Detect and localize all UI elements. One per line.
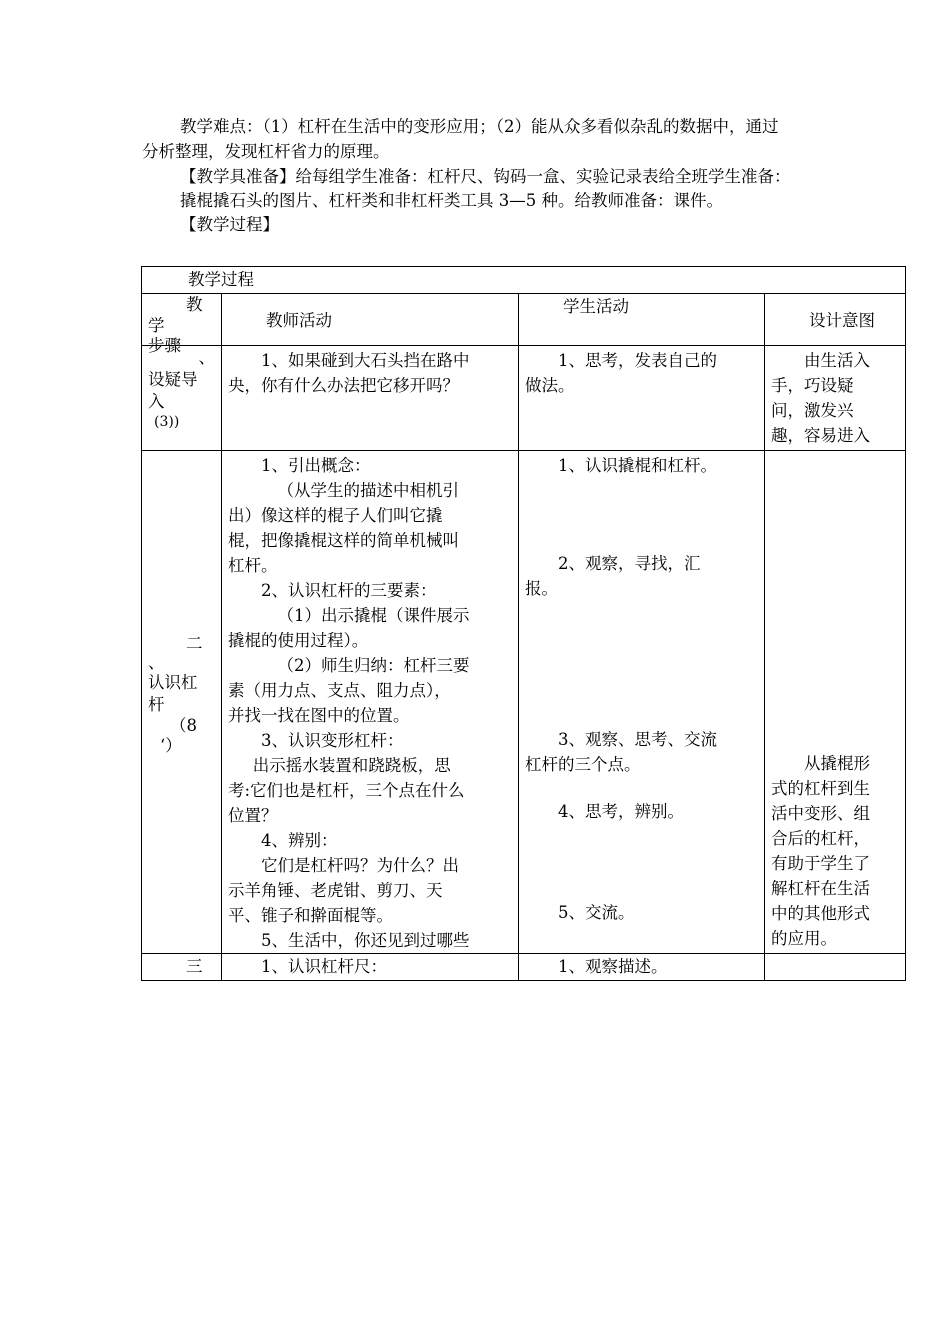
row1-student-line: 1、思考，发表自己的 [558,351,717,370]
difficulty-line-1: 教学难点：（1）杠杆在生活中的变形应用；（2）能从众多看似杂乱的数据中，通过 [180,117,779,136]
process-heading: 【教学过程】 [180,215,279,234]
row2-intent-line: 解杠杆在生活 [771,879,870,898]
row1-step-line: 设疑导 [148,370,198,389]
row2-intent [765,451,906,954]
row2-teacher-line: 考:它们也是杠杆，三个点在什么 [228,781,465,800]
row2-step-line: 杆 [148,695,165,714]
row1-intent-line: 由生活入 [804,351,870,370]
row1-intent-line: 趣，容易进入 [771,426,870,445]
row2-teacher-line: 并找一找在图中的位置。 [228,706,410,725]
row2-student-line: 报。 [525,579,558,598]
row1-step [142,346,222,451]
row2-step-line: （8 [170,716,197,735]
row2-teacher-line: 3、认识变形杠杆： [261,731,404,750]
row2-intent-line: 合后的杠杆， [771,829,870,848]
row2-student-line: 1、认识撬棍和杠杆。 [558,456,717,475]
row3-step-line: 三 [186,957,203,976]
row3-teacher [222,954,519,981]
table-title: 教学过程 [188,270,254,289]
row2-intent-line: 有助于学生了 [771,854,870,873]
row2-intent-line: 的应用。 [771,929,837,948]
table-title-cell [142,267,906,294]
row2-step [142,451,222,954]
row2-intent-line: 中的其他形式 [771,904,870,923]
row1-teacher-line: 央，你有什么办法把它移开吗？ [228,376,459,395]
row2-teacher-line: 杠杆。 [228,556,278,575]
header-teacher-label: 教师活动 [266,311,332,330]
row2-step-line: 认识杠 [148,673,198,692]
prep-line-1: 【教学具准备】给每组学生准备：杠杆尺、钩码一盒、实验记录表给全班学生准备： [180,167,791,186]
row2-teacher-line: （从学生的描述中相机引 [277,481,459,500]
difficulty-line-2: 分析整理，发现杠杆省力的原理。 [142,142,390,161]
row2-teacher-line: 2、认识杠杆的三要素： [261,581,437,600]
row3-step [142,954,222,981]
row2-teacher-line: 4、辨别： [261,831,338,850]
row2-student [519,451,765,954]
row2-teacher-line: （1）出示撬棍（课件展示 [277,606,470,625]
row2-student-line: 4、思考，辨别。 [558,802,684,821]
lesson-table [141,266,906,981]
row2-teacher-line: 出示摇水装置和跷跷板，思 [252,756,451,775]
row2-teacher [222,451,519,954]
row2-intent-line: 式的杠杆到生 [771,779,870,798]
header-step-line-2: 学 [148,316,165,335]
row2-step-line: ‘） [160,736,182,755]
row2-teacher-line: 位置？ [228,806,278,825]
row1-student [519,346,765,451]
header-step-line-1: 教 [186,295,203,314]
row2-teacher-line: 平、锥子和擀面棍等。 [228,906,393,925]
row2-teacher-line: 示羊角锤、老虎钳、剪刀、天 [228,881,443,900]
header-teacher [222,294,519,346]
row2-student-line: 5、交流。 [558,903,635,922]
row1-student-line: 做法。 [525,376,575,395]
row2-teacher-line: （2）师生归纳：杠杆三要 [277,656,470,675]
row3-intent [765,954,906,981]
row2-student-line: 杠杆的三个点。 [525,755,641,774]
row2-intent-line: 活中变形、组 [771,804,870,823]
header-step [142,294,222,355]
row3-student-line: 1、观察描述。 [558,957,668,976]
row2-teacher-line: 1、引出概念： [261,456,371,475]
row1-step-line: 、 [198,348,215,367]
row1-teacher-line: 1、如果碰到大石头挡在路中 [261,351,470,370]
header-student [519,294,765,346]
row2-step-line: 、 [148,653,165,672]
row3-student [519,954,765,981]
header-intent [765,294,906,346]
row2-teacher-line: 素（用力点、支点、阻力点）， [228,681,451,700]
row1-step-line: (3)) [154,414,180,430]
prep-line-2: 撬棍撬石头的图片、杠杆类和非杠杆类工具 3—5 种。给教师准备：课件。 [180,191,723,210]
row2-teacher-line: 5、生活中，你还见到过哪些 [261,931,470,950]
row2-intent-line: 从撬棍形 [804,754,870,773]
header-intent-label: 设计意图 [809,311,875,330]
row2-student-line: 3、观察、思考、交流 [558,730,717,749]
row2-teacher-line: 撬棍的使用过程）。 [228,631,369,650]
header-step-line-3: 步骤 [148,336,181,355]
row1-intent-line: 手，巧设疑 [771,376,854,395]
row1-teacher [222,346,519,451]
header-student-label: 学生活动 [563,297,629,316]
row1-intent [765,346,906,451]
row1-step-line: 入 [148,392,165,411]
row2-teacher-line: 它们是杠杆吗？为什么？出 [261,856,459,875]
row3-teacher-line: 1、认识杠杆尺： [261,957,387,976]
row2-step-line: 二 [186,634,203,653]
row1-intent-line: 问，激发兴 [771,401,854,420]
row2-student-line: 2、观察，寻找，汇 [558,554,701,573]
row2-teacher-line: 棍，把像撬棍这样的简单机械叫 [228,531,459,550]
row2-teacher-line: 出）像这样的棍子人们叫它撬 [228,506,443,525]
